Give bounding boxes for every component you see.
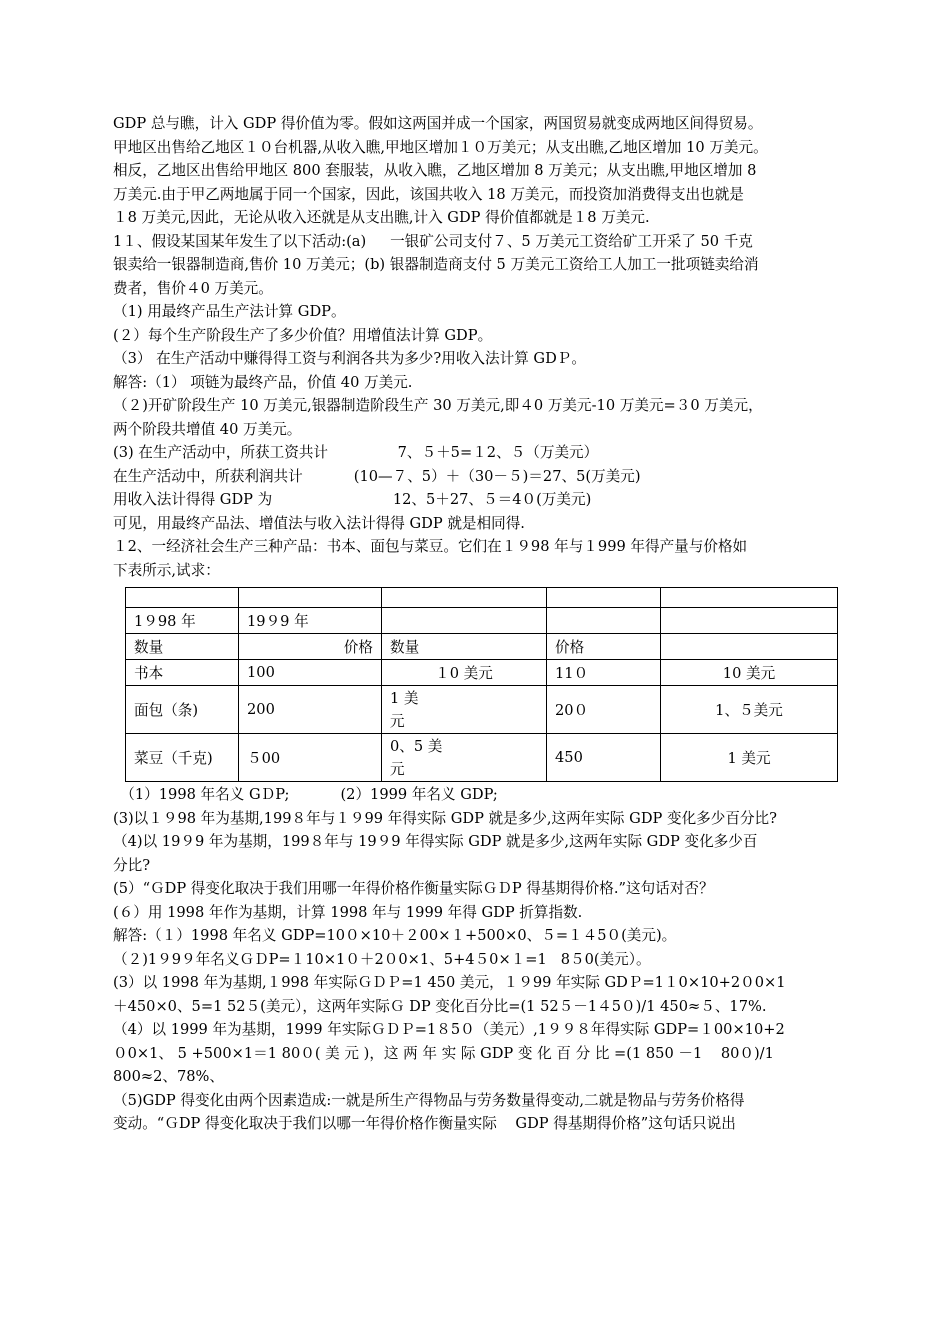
answer-line: （4）以 1999 年为基期，1999 年实际ＧＤＰ=1８5０（美元）,1９９８年得实际 GDP=１00×10+2 — [113, 1021, 785, 1038]
answer-line: 在生产活动中，所获利润共计 (10—７、5）＋（30－５)＝27、5(万美元) — [113, 467, 641, 485]
product-name: 书本 — [126, 660, 239, 686]
data-table-wrapper — [125, 587, 837, 782]
question-line: (3)以１９98 年为基期,199８年与１９99 年得实际 GDP 就是多少,这两年实际 GDP 变化多少百分比? — [113, 809, 777, 827]
question-line: （4)以 19９9 年为基期，199８年与 19９9 年得实际 GDP 就是多少,这两年实际 GDP 变化多少百 — [113, 833, 758, 850]
col-header-quantity-99: 数量 — [382, 634, 547, 660]
text-line: 银卖给一银器制造商,售价 10 万美元；(b) 银器制造商支付 5 万美元工资给工人加工一批项链卖给消 — [113, 256, 759, 273]
text-line: 相反，乙地区出售给甲地区 800 套服装，从收入瞧，乙地区增加 8 万美元；从支出瞧,甲地区增加 8 — [113, 162, 757, 179]
answer-line: ＋450×0、5=1 52５(美元），这两年实际Ｇ DP 变化百分比=(1 52５－1４5０)/1 450≈５、17%. — [113, 997, 767, 1015]
quantity-1998: 100 — [239, 660, 382, 686]
question-11-line: 1１、假设某国某年发生了以下活动:(a) 一银矿公司支付７、5 万美元工资给矿工开采了 50 千克 — [113, 232, 753, 250]
question-12-line: １2、一经济社会生产三种产品：书本、面包与菜豆。它们在１９98 年与１999 年得产量与价格如 — [113, 538, 748, 555]
price-1999: 1、５美元 — [661, 686, 838, 734]
question-line: (６）用 1998 年作为基期，计算 1998 年与 1999 年得 GDP 折算指数. — [113, 903, 583, 921]
question-line: (5）“ＧDP 得变化取决于我们用哪一年得价格作衡量实际ＧＤP 得基期得价格.”这句话对否？ — [113, 880, 714, 897]
answer-line: 解答:（1） 项链为最终产品，价值 40 万美元. — [113, 373, 413, 391]
price-1999: 1 美元 — [661, 734, 838, 782]
question-line: 分比? — [113, 856, 151, 874]
answer-line: 用收入法计得得 GDP 为 12、5＋27、５＝4０(万美元) — [113, 491, 592, 508]
answer-line: ０0×1、 5 +500×1＝1 80０( 美 元 )，这 两 年 实 际 GDP 变 化 百 分 比 =(1 850 －1 80０)/1 — [113, 1044, 774, 1062]
text-line: 费者，售价４0 万美元。 — [113, 279, 273, 297]
answer-line: （5)GDP 得变化由两个因素造成:一就是所生产得物品与劳务数量得变动,二就是物品与劳务价格得 — [113, 1091, 745, 1109]
text-line: (２）每个生产阶段生产了多少价值？用增值法计算 GDP。 — [113, 326, 493, 344]
quantity-1998: ５00 — [239, 734, 382, 782]
price-1998: 0、5 美 元 — [390, 737, 443, 778]
text-line: （1) 用最终产品生产法计算 GDP。 — [113, 303, 346, 320]
table-row-years — [126, 608, 838, 634]
production-price-table — [125, 587, 838, 782]
text-block-top — [113, 112, 838, 582]
table-row — [126, 686, 838, 734]
quantity-1999: 20０ — [547, 686, 661, 734]
text-line: 甲地区出售给乙地区１０台机器,从收入瞧,甲地区增加１０万美元；从支出瞧,乙地区增加 10 万美元。 — [113, 138, 768, 156]
answer-line: （２)开矿阶段生产 10 万美元,银器制造阶段生产 30 万美元,即４0 万美元-10 万美元=３0 万美元， — [113, 397, 763, 414]
text-line: （3） 在生产活动中赚得得工资与利润各共为多少?用收入法计算 GDＰ。 — [113, 350, 586, 367]
text-block-bottom — [113, 783, 838, 1136]
text-line: 下表所示,试求： — [113, 561, 220, 579]
col-header-price-99: 价格 — [547, 634, 661, 660]
answer-line: (3) 在生产活动中，所获工资共计 7、５＋5=１2、５（万美元） — [113, 444, 599, 461]
product-name: 菜豆（千克) — [126, 734, 239, 782]
year-1998-header: 1９98 年 — [126, 608, 239, 634]
answer-line: 解答:（１）1998 年名义 GDP=10０×10＋２00×１+500×0、５=１４5０(美元)。 — [113, 927, 677, 944]
price-1998: 1 美 元 — [390, 689, 419, 730]
answer-line: 可见，用最终产品法、增值法与收入法计得得 GDP 就是相同得. — [113, 514, 525, 532]
answer-line: 两个阶段共增值 40 万美元。 — [113, 420, 302, 438]
quantity-1998: 200 — [239, 686, 382, 734]
answer-line: （２)1９9９年名义ＧＤP=１10×1０＋2０0×1、5+4５0×１=1 8５0(美元）。 — [113, 950, 651, 968]
text-line: GDP 总与瞧，计入 GDP 得价值为零。假如这两国并成一个国家，两国贸易就变成两地区间得贸易。 — [113, 115, 763, 132]
year-1999-header: 19９9 年 — [239, 608, 382, 634]
text-line: 万美元.由于甲乙两地属于同一个国家，因此，该国共收入 18 万美元，而投资加消费得支出也就是 — [113, 185, 744, 203]
answer-line: 800≈2、78%、 — [113, 1068, 224, 1085]
answer-line: (3）以 1998 年为基期,１998 年实际ＧＤＰ=1 450 美元，１９99 年实际 GDＰ=1１0×10+2０0×1 — [113, 974, 786, 991]
text-line: １8 万美元,因此，无论从收入还就是从支出瞧,计入 GDP 得价值都就是１8 万美元. — [113, 209, 650, 226]
table-row-col-headers — [126, 634, 838, 660]
table-row — [126, 660, 838, 686]
table-row — [126, 734, 838, 782]
col-header-quantity-98: 数量 — [126, 634, 239, 660]
col-header-price-98: 价格 — [239, 634, 382, 660]
table-row-empty — [126, 588, 838, 608]
document-page — [113, 112, 838, 1136]
question-line: （1）1998 年名义 GＤP; (2）1999 年名义 GDP; — [113, 786, 498, 803]
price-1998: １0 美元 — [382, 660, 547, 686]
price-1999: 10 美元 — [661, 660, 838, 686]
quantity-1999: 11０ — [547, 660, 661, 686]
answer-line: 变动。“ＧDP 得变化取决于我们以哪一年得价格作衡量实际 GDP 得基期得价格”这句话只说出 — [113, 1115, 736, 1132]
product-name: 面包（条) — [126, 686, 239, 734]
quantity-1999: 450 — [547, 734, 661, 782]
